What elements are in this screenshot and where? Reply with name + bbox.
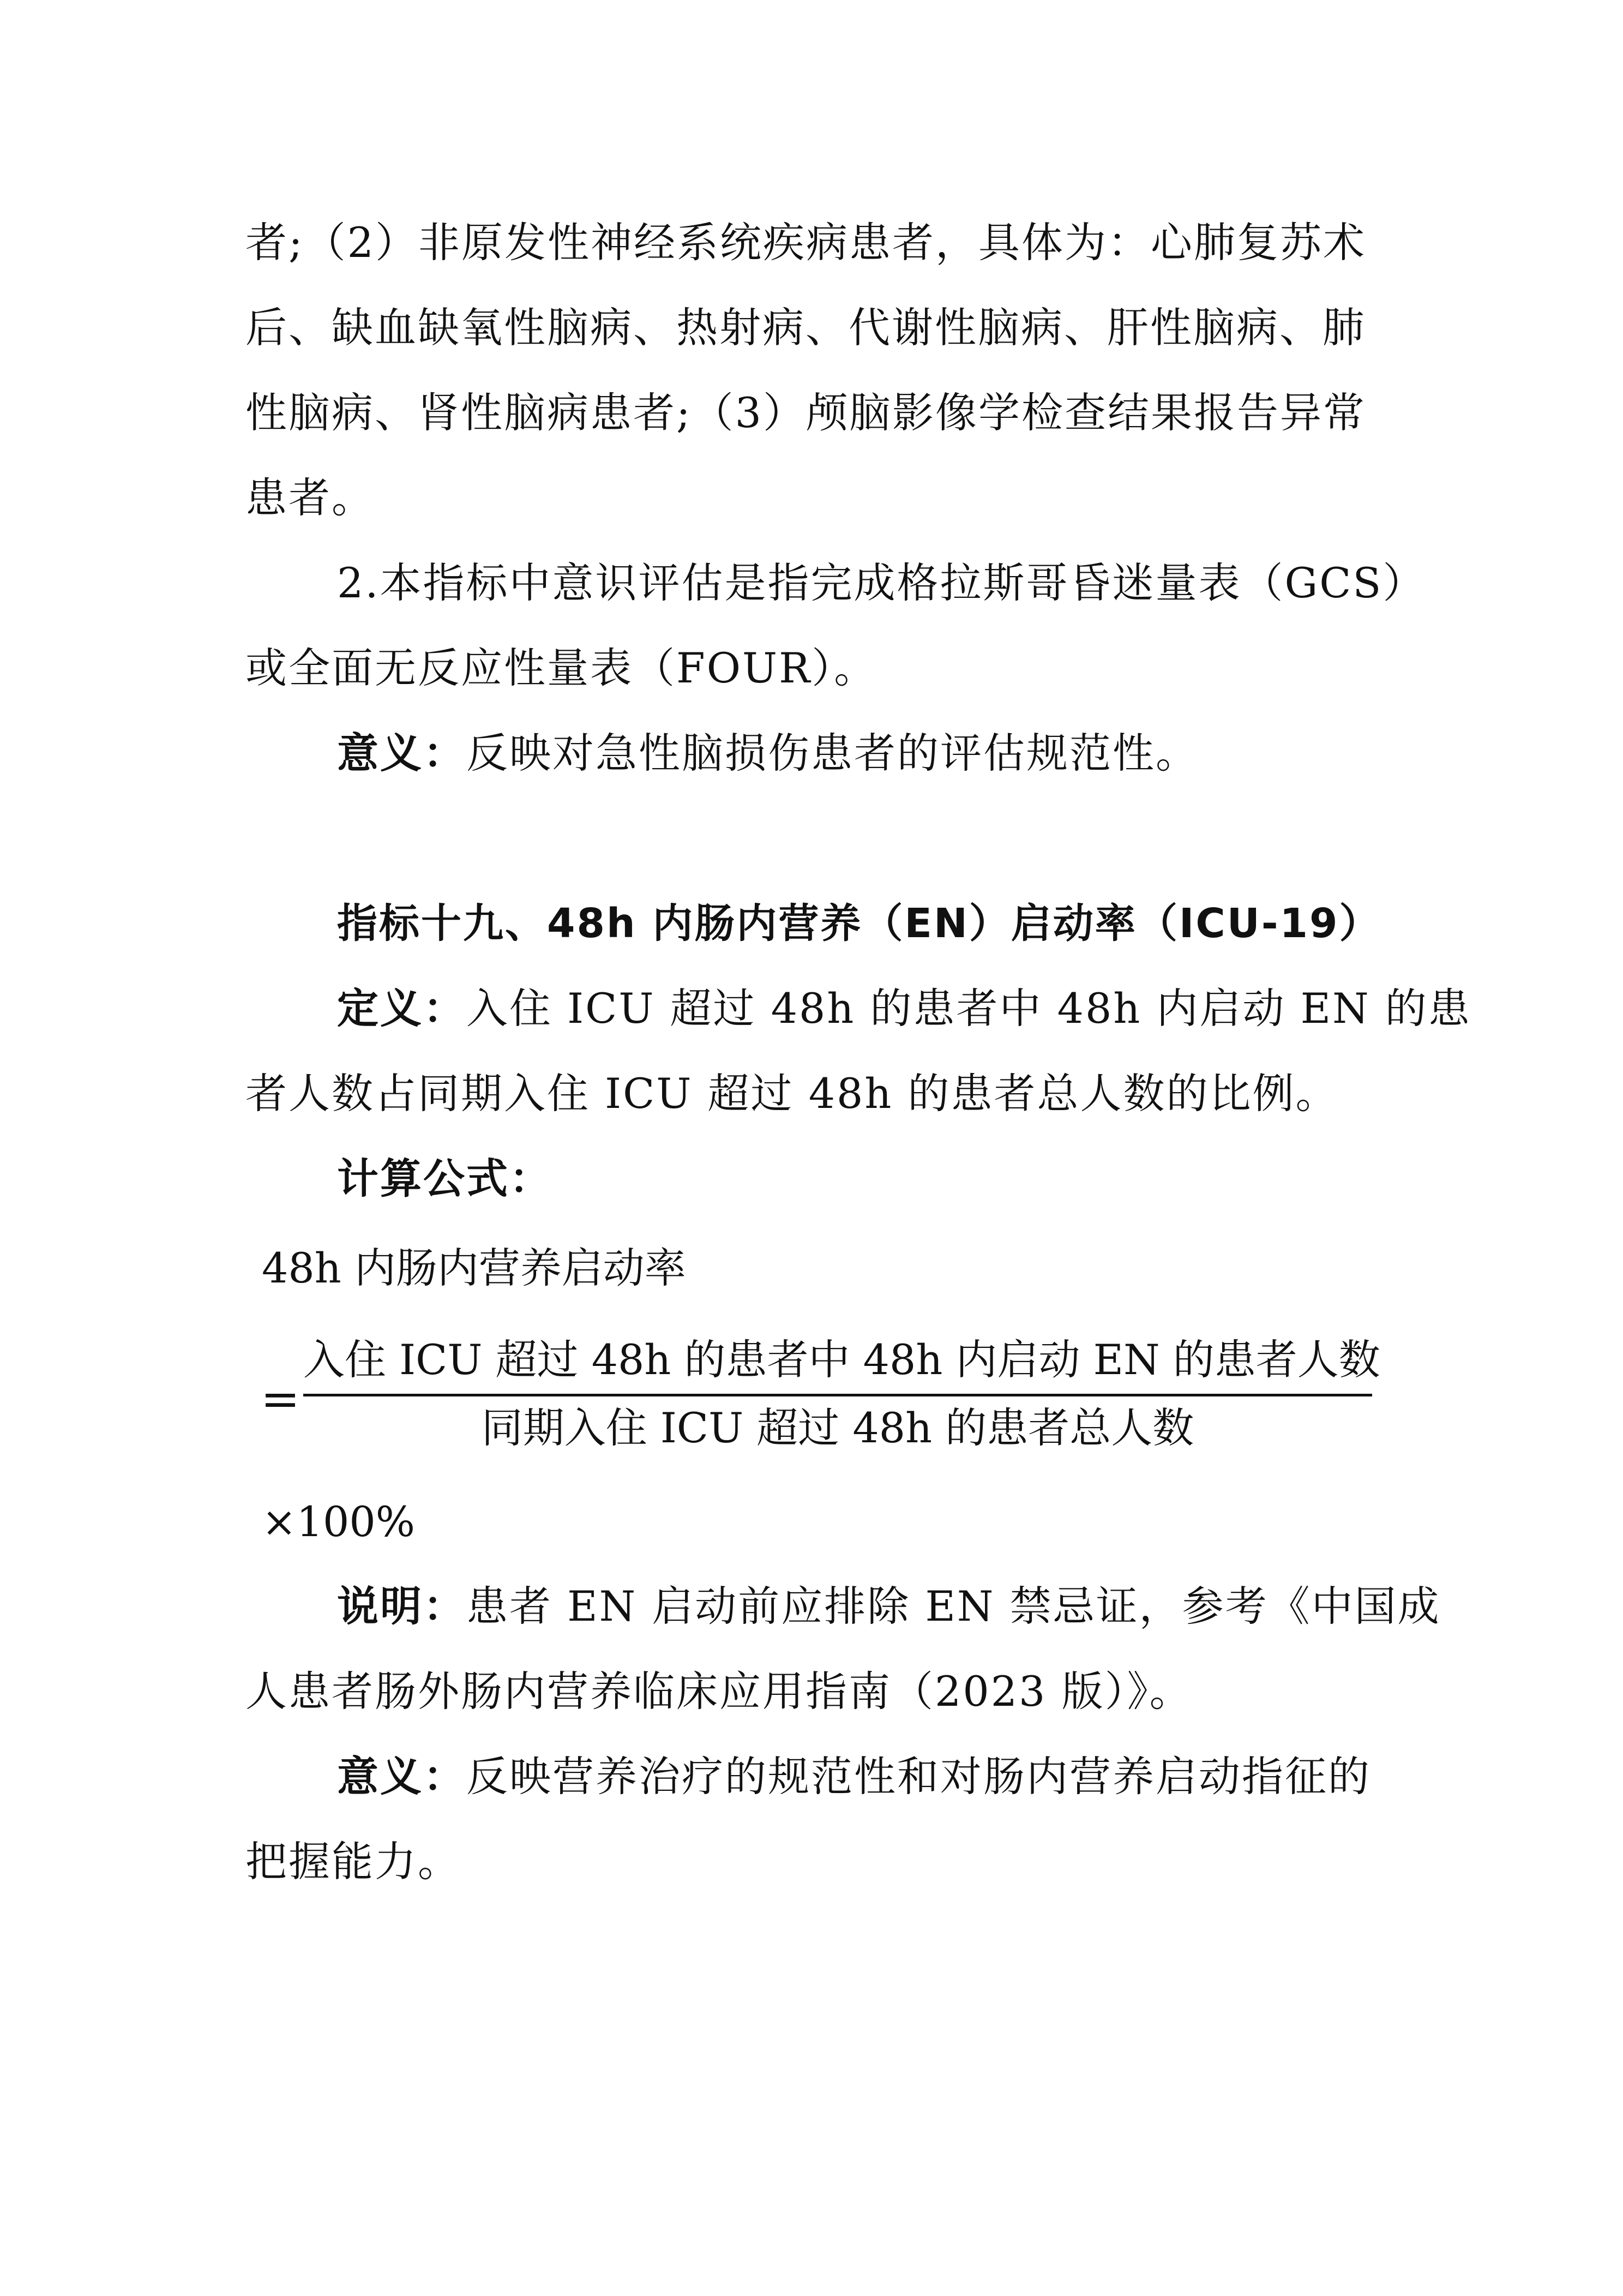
meaning-label: 意义：: [337, 729, 466, 777]
section-heading: 指标十九、48h 内肠内营养（EN）启动率（ICU-19）: [337, 900, 1381, 947]
definition-paragraph: [337, 984, 1471, 1033]
note-paragraph: [337, 1582, 1441, 1631]
meaning-paragraph: [337, 729, 1391, 778]
paragraph-line: 把握能力。: [245, 1837, 461, 1886]
meaning-text: 反映营养治疗的规范性和对肠内营养启动指征的: [466, 1752, 1371, 1801]
paragraph-line: 后、缺血缺氧性脑病、热射病、代谢性脑病、肝性脑病、肺: [245, 303, 1366, 352]
meaning-paragraph: [337, 1752, 1391, 1801]
note-label: 说明：: [337, 1582, 466, 1630]
meaning-text: 反映对急性脑损伤患者的评估规范性。: [466, 729, 1199, 777]
definition-label: 定义：: [337, 984, 466, 1033]
paragraph-line: 者人数占同期入住 ICU 超过 48h 的患者总人数的比例。: [245, 1069, 1339, 1118]
fraction-bar: [303, 1394, 1372, 1396]
formula-name: 48h 内肠内营养启动率: [262, 1244, 686, 1292]
paragraph-line: 人患者肠外肠内营养临床应用指南（2023 版）》。: [245, 1667, 1193, 1716]
definition-text: 入住 ICU 超过 48h 的患者中 48h 内启动 EN 的患: [466, 984, 1471, 1033]
formula-label: 计算公式：: [337, 1154, 552, 1203]
formula-denominator: 同期入住 ICU 超过 48h 的患者总人数: [481, 1404, 1194, 1452]
formula-multiplier: ×100%: [262, 1497, 415, 1546]
paragraph-line: 患者。: [245, 473, 375, 522]
formula-fraction: [303, 1334, 1380, 1454]
note-text: 患者 EN 启动前应排除 EN 禁忌证，参考《中国成: [466, 1582, 1441, 1630]
meaning-label: 意义：: [337, 1752, 466, 1801]
formula-numerator: 入住 ICU 超过 48h 的患者中 48h 内启动 EN 的患者人数: [303, 1335, 1380, 1384]
paragraph-line: 性脑病、肾性脑病患者;（3）颅脑影像学检查结果报告异常: [245, 388, 1366, 437]
paragraph-line: 或全面无反应性量表（FOUR）。: [245, 644, 877, 692]
paragraph-line: 者;（2）非原发性神经系统疾病患者，具体为：心肺复苏术: [245, 218, 1366, 267]
paragraph-line: 2.本指标中意识评估是指完成格拉斯哥昏迷量表（GCS）: [337, 559, 1426, 607]
equals-sign: =: [261, 1372, 300, 1426]
